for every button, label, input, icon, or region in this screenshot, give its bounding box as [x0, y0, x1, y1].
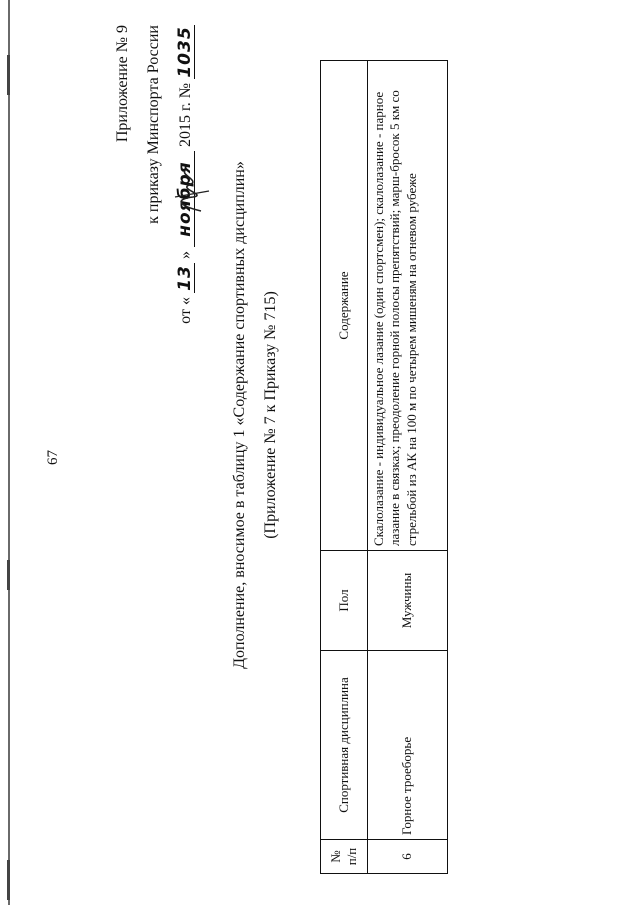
table-row: [368, 61, 448, 874]
date-mid: »: [177, 251, 194, 260]
header-discipline: Спортивная дисциплина: [321, 651, 368, 840]
day-handwritten: 13: [175, 265, 195, 291]
day-field: [177, 263, 195, 293]
header-content: Содержание: [321, 61, 368, 551]
cell-sex: Мужчины: [368, 551, 448, 651]
header-number: № п/п: [321, 840, 368, 874]
year-part: 2015 г. №: [177, 83, 194, 148]
document-heading: Дополнение, вносимое в таблицу 1 «Содержание спортивных дисциплин»: [231, 161, 248, 669]
disciplines-table: [320, 60, 448, 874]
annex-title: Приложение № 9: [114, 25, 131, 143]
page-number: 67: [45, 450, 61, 465]
document-subheading: (Приложение № 7 к Приказу № 715): [262, 291, 279, 539]
handwritten-mark: [171, 167, 211, 215]
date-prefix: от «: [177, 297, 194, 324]
order-number-handwritten: 1035: [175, 26, 195, 78]
header-sex: Пол: [321, 551, 368, 651]
month-handwritten: ноября: [175, 161, 195, 237]
order-number-field: [177, 25, 195, 79]
annex-order-line: к приказу Минспорта России: [145, 25, 162, 224]
cell-content: Скалолазание - индивидуальное лазание (один спортсмен); скалолазание - парное лазание в связках; преодоление горной полосы препятствий; марш-бросок 5 км со стрельбой из АК на 100 м по четырем мишеням на огневом рубеже: [368, 61, 448, 551]
cell-discipline: Горное троеборье: [368, 651, 448, 840]
cell-number: 6: [368, 840, 448, 874]
table-header-row: [321, 61, 368, 874]
